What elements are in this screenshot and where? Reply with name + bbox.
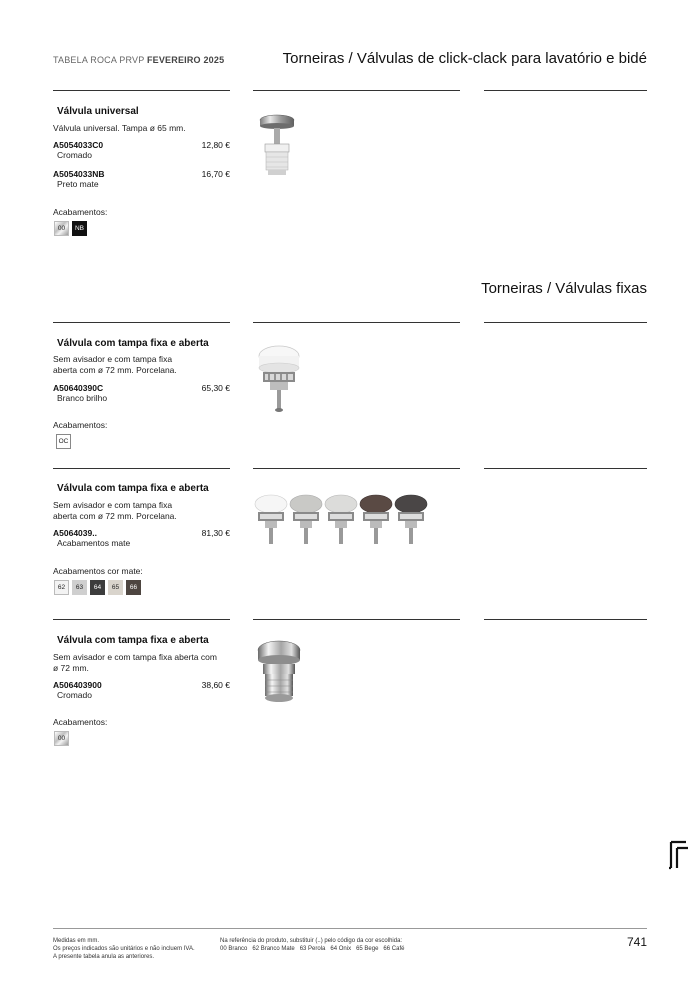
catalog-edition: FEVEREIRO 2025 <box>146 55 225 65</box>
footer-color-note <box>220 937 404 953</box>
finishes-label: Acabamentos: <box>53 207 108 217</box>
valve-white <box>255 495 287 544</box>
divider <box>53 619 230 620</box>
page-title: Torneiras / Válvulas de click-clack para lavatório e bidé <box>282 50 647 67</box>
description-line: Sem avisador e com tampa fixa aberta com <box>53 652 217 662</box>
finishes-label: Acabamentos cor mate: <box>53 566 143 576</box>
product-image-chrome-valve <box>254 640 304 706</box>
finish-swatch-black: NB <box>72 221 87 236</box>
product-title: Válvula com tampa fixa e aberta <box>57 483 209 494</box>
description-line: aberta com ø 72 mm. Porcelana. <box>53 511 177 521</box>
product-finish: Acabamentos mate <box>57 538 131 548</box>
product-title: Válvula com tampa fixa e aberta <box>57 338 209 349</box>
finish-swatch-64: 64 <box>90 580 105 595</box>
finish-swatch-63: 63 <box>72 580 87 595</box>
valve-onyx <box>395 495 427 544</box>
product-price: 81,30 € <box>201 528 230 538</box>
footer-note-line: A presente tabela anula as anteriores. <box>53 954 155 960</box>
product-image-porcelain-valve <box>256 344 302 414</box>
divider <box>253 90 460 91</box>
product-finish: Preto mate <box>57 179 99 189</box>
divider <box>253 619 460 620</box>
valve-grey <box>290 495 322 544</box>
description-line: Sem avisador e com tampa fixa <box>53 500 173 510</box>
catalog-header <box>53 55 224 65</box>
catalog-name: TABELA ROCA PRVP <box>53 55 145 65</box>
divider <box>484 468 647 469</box>
product-code: A5054033C0 <box>53 140 104 150</box>
product-finish: Cromado <box>57 150 92 160</box>
footer-color-note-line: 00 Branco 62 Branco Mate 63 Perola 64 Onix 65 Bege 66 Café <box>220 946 405 952</box>
finish-swatch-white: OC <box>56 434 71 449</box>
divider <box>484 619 647 620</box>
product-code: A506403900 <box>53 680 102 690</box>
footer-divider <box>53 928 647 929</box>
section-title: Torneiras / Válvulas fixas <box>481 280 647 297</box>
divider <box>484 90 647 91</box>
product-title: Válvula com tampa fixa e aberta <box>57 635 209 646</box>
finish-swatch-66: 66 <box>126 580 141 595</box>
valve-pearl <box>325 495 357 544</box>
divider <box>484 322 647 323</box>
product-price: 65,30 € <box>201 383 230 393</box>
finishes-label: Acabamentos: <box>53 420 108 430</box>
finish-swatch-62: 62 <box>54 580 69 595</box>
product-finish: Branco brilho <box>57 393 108 403</box>
product-price: 16,70 € <box>201 169 230 179</box>
product-finish: Cromado <box>57 690 92 700</box>
product-price: 38,60 € <box>201 680 230 690</box>
product-code: A50640390C <box>53 383 104 393</box>
divider <box>53 90 230 91</box>
finish-swatch-65: 65 <box>108 580 123 595</box>
footer-notes <box>53 937 195 961</box>
product-code: A5054033NB <box>53 169 105 179</box>
divider <box>253 322 460 323</box>
valve-brown <box>360 495 392 544</box>
product-image-universal-valve <box>254 112 300 180</box>
product-description <box>53 354 177 376</box>
description-line: aberta com ø 72 mm. Porcelana. <box>53 365 177 375</box>
finishes-label: Acabamentos: <box>53 717 108 727</box>
product-description: Válvula universal. Tampa ø 65 mm. <box>53 123 186 133</box>
product-description <box>53 500 177 522</box>
product-title: Válvula universal <box>57 106 139 117</box>
product-description <box>53 652 217 674</box>
divider <box>53 322 230 323</box>
footer-color-note-line: Na referência do produto, substituir (..) pelo código da cor escolhida: <box>220 938 403 944</box>
finish-swatch-chrome: 00 <box>54 731 69 746</box>
page-number: 741 <box>626 935 647 949</box>
footer-note-line: Os preços indicados são unitários e não incluem IVA. <box>53 946 195 952</box>
product-code: A5064039.. <box>53 528 97 538</box>
divider <box>53 468 230 469</box>
description-line: ø 72 mm. <box>53 663 89 673</box>
product-image-color-valves <box>254 494 430 550</box>
footer-note-line: Medidas em mm. <box>53 938 100 944</box>
roca-tap-logo-icon <box>668 840 690 870</box>
finish-swatch-chrome: 00 <box>54 221 69 236</box>
product-price: 12,80 € <box>201 140 230 150</box>
divider <box>253 468 460 469</box>
description-line: Sem avisador e com tampa fixa <box>53 354 173 364</box>
